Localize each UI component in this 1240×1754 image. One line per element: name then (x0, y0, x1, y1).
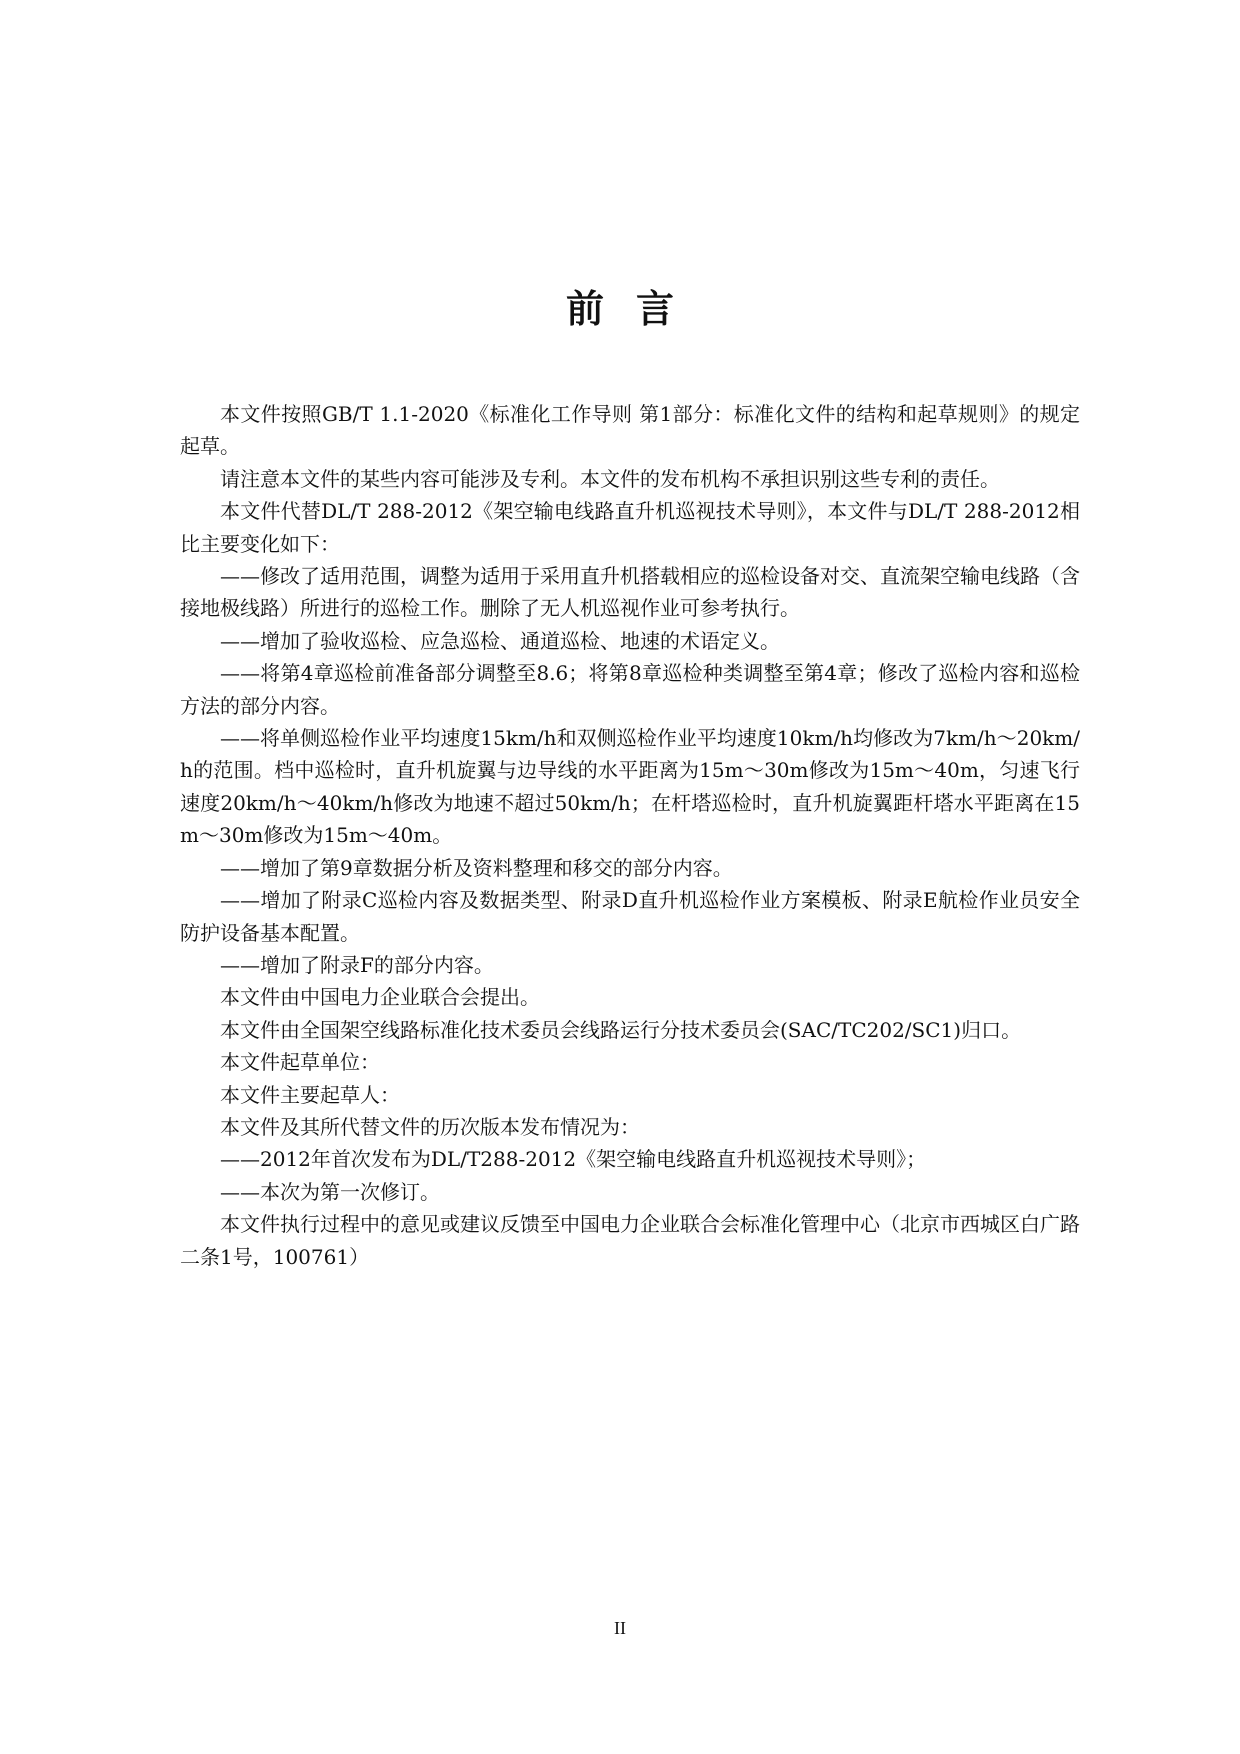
preface-body (180, 398, 1080, 1273)
paragraph-patent-notice: 请注意本文件的某些内容可能涉及专利。本文件的发布机构不承担识别这些专利的责任。 (220, 466, 1000, 491)
paragraph-main-drafters: 本文件主要起草人： (220, 1082, 400, 1107)
page-title: 前言 (565, 287, 706, 331)
change-item: ——增加了附录C巡检内容及数据类型、附录D直升机巡检作业方案模板、附录E航检作业员安全防护设备基本配置。 (180, 888, 1080, 945)
change-item: ——将单侧巡检作业平均速度15km/h和双侧巡检作业平均速度10km/h均修改为7km/h～20km/h的范围。档中巡检时，直升机旋翼与边导线的水平距离为15m～30m修改为15m～40m，匀速飞行速度20km/h～40km/h修改为地速不超过50km/h；在杆塔巡检时，直升机旋翼距杆塔水平距离在15m～30m修改为15m～40m。 (180, 726, 1080, 848)
paragraph-version-history: 本文件及其所代替文件的历次版本发布情况为： (220, 1114, 640, 1139)
change-item: ——增加了第9章数据分析及资料整理和移交的部分内容。 (220, 855, 733, 880)
paragraph-drafting-units: 本文件起草单位： (220, 1050, 380, 1075)
version-history-item: ——2012年首次发布为DL/T288-2012《架空输电线路直升机巡视技术导则》； (220, 1147, 927, 1172)
page-number: II (614, 1618, 626, 1638)
change-item: ——增加了验收巡检、应急巡检、通道巡检、地速的术语定义。 (220, 628, 780, 653)
version-history-item: ——本次为第一次修订。 (220, 1179, 440, 1204)
paragraph-proposed-by: 本文件由中国电力企业联合会提出。 (220, 985, 540, 1010)
paragraph-replacement: 本文件代替DL/T 288-2012《架空输电线路直升机巡视技术导则》，本文件与DL/T 288-2012相比主要变化如下： (180, 499, 1080, 556)
paragraph-under-jurisdiction: 本文件由全国架空线路标准化技术委员会线路运行分技术委员会(SAC/TC202/SC1)归口。 (220, 1017, 1022, 1042)
paragraph-drafting-rules: 本文件按照GB/T 1.1-2020《标准化工作导则 第1部分：标准化文件的结构和起草规则》的规定起草。 (180, 402, 1080, 459)
change-item: ——修改了适用范围，调整为适用于采用直升机搭载相应的巡检设备对交、直流架空输电线路（含接地极线路）所进行的巡检工作。删除了无人机巡视作业可参考执行。 (180, 564, 1080, 621)
paragraph-feedback: 本文件执行过程中的意见或建议反馈至中国电力企业联合会标准化管理中心（北京市西城区白广路二条1号，100761） (180, 1212, 1080, 1269)
change-item: ——将第4章巡检前准备部分调整至8.6；将第8章巡检种类调整至第4章；修改了巡检内容和巡检方法的部分内容。 (180, 661, 1080, 718)
change-item: ——增加了附录F的部分内容。 (220, 952, 494, 977)
